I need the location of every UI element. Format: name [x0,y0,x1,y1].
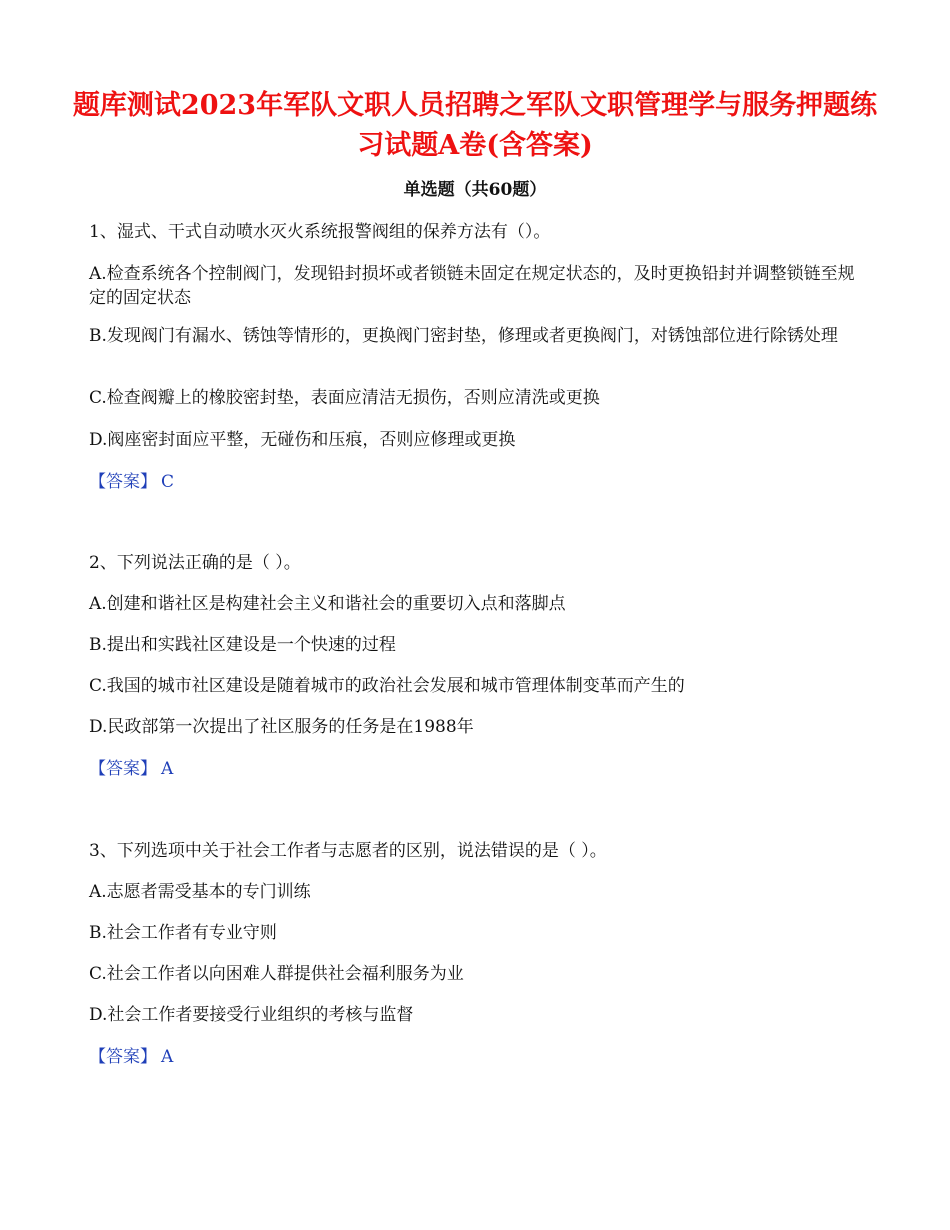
answer-label: 【答案】 [89,759,157,779]
option-a: A.检查系统各个控制阀门，发现铅封损坏或者锁链未固定在规定状态的，及时更换铅封并调整锁链至规定的固定状态 [89,264,855,308]
option-c: C.检查阀瓣上的橡胶密封垫，表面应清洁无损伤，否则应清洗或更换 [89,388,600,408]
option-c: C.社会工作者以向困难人群提供社会福利服务为业 [89,964,464,984]
answer-value: A [161,759,174,779]
document-title: 题库测试2023年军队文职人员招聘之军队文职管理学与服务押题练习试题A卷(含答案) [72,90,878,161]
option-b: B.发现阀门有漏水、锈蚀等情形的，更换阀门密封垫，修理或者更换阀门，对锈蚀部位进行除锈处理 [89,326,838,346]
question-stem: 2、下列说法正确的是（ ）。 [89,553,301,573]
answer-label: 【答案】 [89,472,157,492]
option-a: A.志愿者需受基本的专门训练 [89,882,311,902]
section-title: 单选题（共60题） [403,180,547,200]
question-stem: 1、湿式、干式自动喷水灭火系统报警阀组的保养方法有（）。 [89,222,551,242]
option-b: B.社会工作者有专业守则 [89,923,277,943]
answer-line [89,1045,861,1069]
answer-value: C [161,472,175,492]
question-stem: 3、下列选项中关于社会工作者与志愿者的区别，说法错误的是（ ）。 [89,841,607,861]
option-a: A.创建和谐社区是构建社会主义和谐社会的重要切入点和落脚点 [89,594,566,614]
answer-value: A [161,1047,174,1067]
option-d: D.阀座密封面应平整，无碰伤和压痕，否则应修理或更换 [89,430,516,450]
answer-line [89,757,861,781]
option-d: D.社会工作者要接受行业组织的考核与监督 [89,1005,414,1025]
option-c: C.我国的城市社区建设是随着城市的政治社会发展和城市管理体制变革而产生的 [89,676,685,696]
option-b: B.提出和实践社区建设是一个快速的过程 [89,635,396,655]
option-d: D.民政部第一次提出了社区服务的任务是在1988年 [89,717,474,737]
answer-line [89,470,861,494]
answer-label: 【答案】 [89,1047,157,1067]
